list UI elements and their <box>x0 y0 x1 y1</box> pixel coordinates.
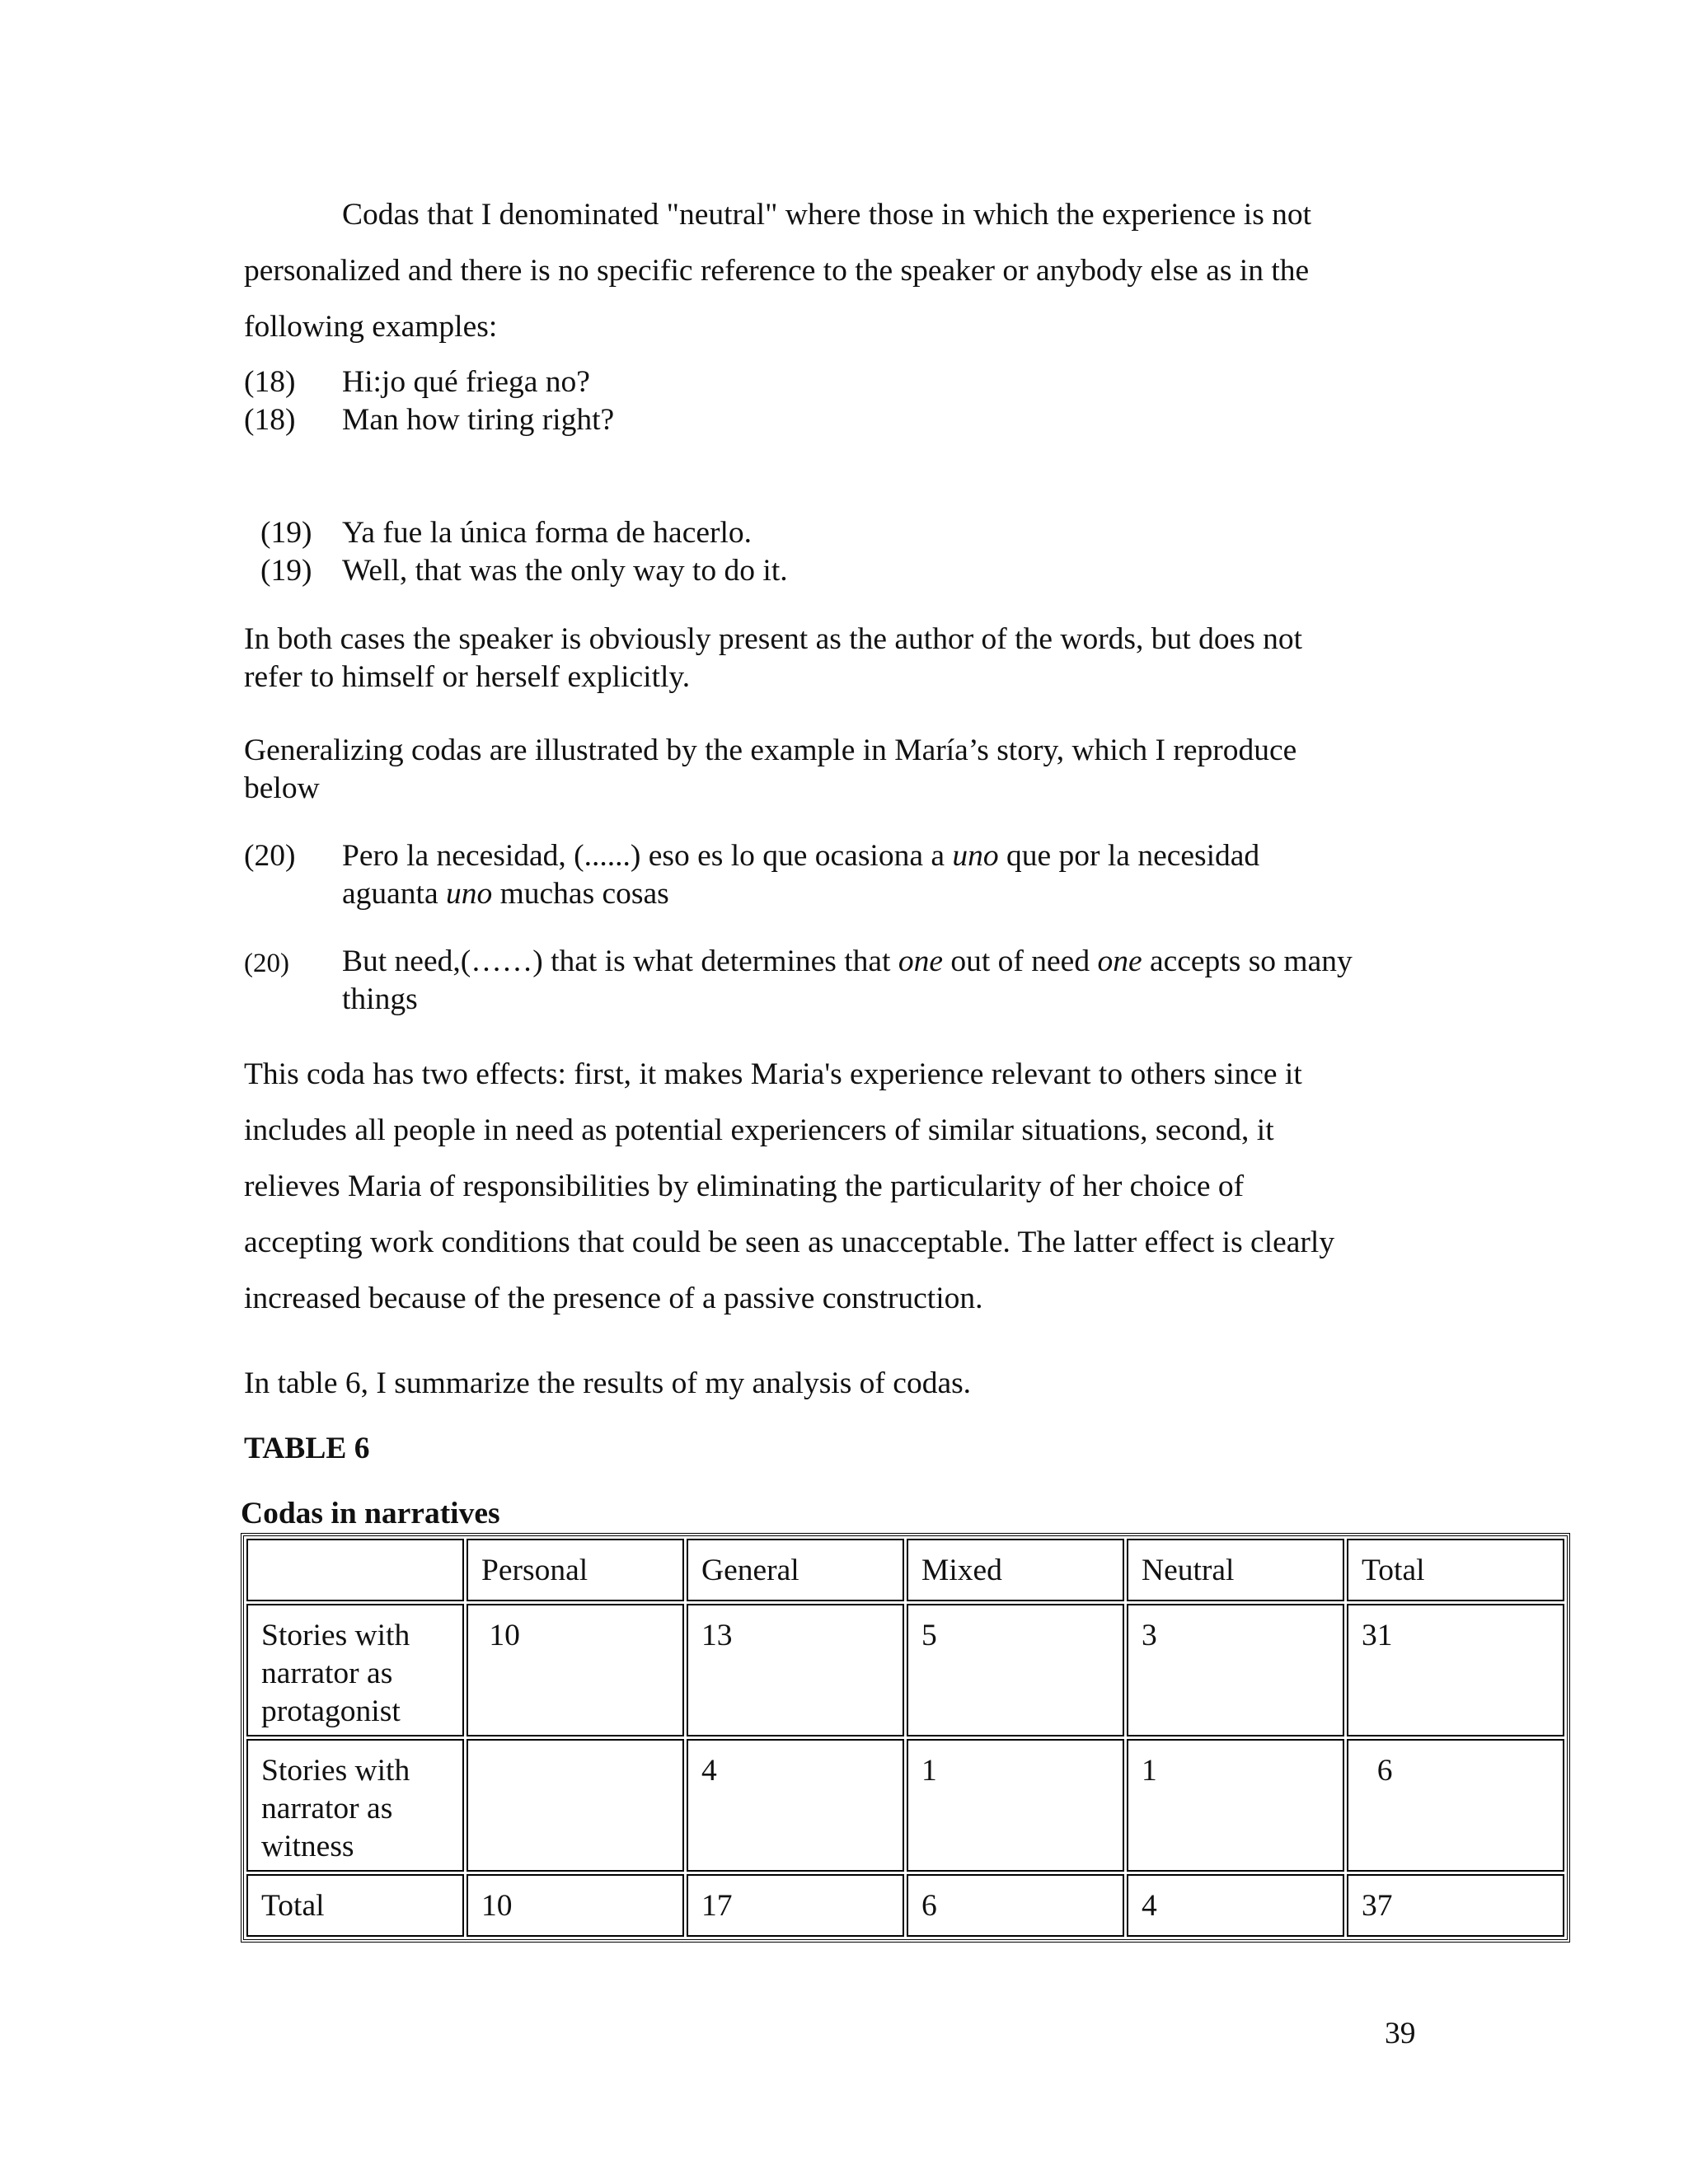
example-20-spanish-text-b: que por la necesidad <box>998 839 1260 873</box>
paragraph-effects-line-3: relieves Maria of responsibilities by eliminating the particularity of her choice of <box>244 1169 1245 1203</box>
example-20-spanish-text-c: aguanta <box>342 877 446 911</box>
example-20-spanish-emphasis-1: uno <box>952 839 999 873</box>
codas-table <box>241 1533 1570 1943</box>
table-cell-neutral: 4 <box>1127 1874 1344 1937</box>
table-cell-general: 4 <box>687 1739 904 1872</box>
example-20-spanish-text-a: Pero la necesidad, (......) eso es lo que ocasiona a <box>342 839 953 873</box>
table-cell-general: 13 <box>687 1604 904 1736</box>
table-cell-mixed: 1 <box>907 1739 1124 1872</box>
table-row-label: Stories with narrator as protagonist <box>246 1604 464 1736</box>
example-18-number-translation: (18) <box>244 403 296 437</box>
paragraph-table-intro: In table 6, I summarize the results of my analysis of codas. <box>244 1366 972 1400</box>
example-18-number: (18) <box>244 365 296 399</box>
table-cell-total: 37 <box>1347 1874 1564 1937</box>
table-cell-total: 31 <box>1347 1604 1564 1736</box>
table-cell-personal <box>467 1739 684 1872</box>
table-cell-personal: 10 <box>467 1604 684 1736</box>
example-18-english: Man how tiring right? <box>342 403 615 437</box>
table-header-mixed: Mixed <box>907 1539 1124 1601</box>
table-cell-mixed: 5 <box>907 1604 1124 1736</box>
table-caption: Codas in narratives <box>241 1497 500 1530</box>
page-number: 39 <box>1385 2017 1416 2050</box>
paragraph-neutral-line-1: Codas that I denominated "neutral" where those in which the experience is not <box>342 198 1312 232</box>
example-19-number-translation: (19) <box>260 554 312 588</box>
example-20-english-text-b: out of need <box>943 944 1098 978</box>
table-header-row <box>246 1539 1564 1601</box>
example-20-english-emphasis-2: one <box>1097 944 1142 978</box>
paragraph-effects-line-2: includes all people in need as potential experiencers of similar situations, second, it <box>244 1113 1274 1147</box>
paragraph-effects-line-1: This coda has two effects: first, it makes Maria's experience relevant to others since it <box>244 1057 1302 1091</box>
table-row-total <box>246 1874 1564 1937</box>
paragraph-generalizing-line-1: Generalizing codas are illustrated by the example in María’s story, which I reproduce <box>244 733 1297 767</box>
table-cell-neutral: 1 <box>1127 1739 1344 1872</box>
paragraph-neutral-line-3: following examples: <box>244 310 498 344</box>
table-cell-total: 6 <box>1347 1739 1564 1872</box>
table-row-witness <box>246 1739 1564 1872</box>
table-row-label: Stories with narrator as witness <box>246 1739 464 1872</box>
example-20-number-translation: (20) <box>244 949 289 978</box>
example-18-spanish: Hi:jo qué friega no? <box>342 365 590 399</box>
example-20-spanish-line-1 <box>342 837 1259 875</box>
table-header-neutral: Neutral <box>1127 1539 1344 1601</box>
paragraph-generalizing-line-2: below <box>244 771 320 805</box>
paragraph-effects-line-4: accepting work conditions that could be seen as unacceptable. The latter effect is clearly <box>244 1226 1335 1259</box>
example-20-spanish-text-d: muchas cosas <box>492 877 669 911</box>
paragraph-neutral-line-2: personalized and there is no specific reference to the speaker or anybody else as in the <box>244 254 1310 288</box>
table-header-general: General <box>687 1539 904 1601</box>
paragraph-both-line-1: In both cases the speaker is obviously present as the author of the words, but does not <box>244 622 1303 656</box>
example-20-english-line-2: things <box>342 982 418 1016</box>
table-header-personal: Personal <box>467 1539 684 1601</box>
paragraph-both-line-2: refer to himself or herself explicitly. <box>244 660 691 694</box>
example-19-number: (19) <box>260 516 312 550</box>
example-20-english-text-c: accepts so many <box>1142 944 1353 978</box>
paragraph-effects-line-5: increased because of the presence of a passive construction. <box>244 1282 983 1315</box>
table-row-protagonist <box>246 1604 1564 1736</box>
example-19-spanish: Ya fue la única forma de hacerlo. <box>342 516 753 550</box>
example-20-english-text-a: But need,(……) that is what determines that <box>342 944 898 978</box>
table-cell-general: 17 <box>687 1874 904 1937</box>
table-row-label: Total <box>246 1874 464 1937</box>
table-label: TABLE 6 <box>244 1432 370 1465</box>
table-cell-neutral: 3 <box>1127 1604 1344 1736</box>
example-20-number: (20) <box>244 839 296 873</box>
table-cell-mixed: 6 <box>907 1874 1124 1937</box>
example-20-english-emphasis-1: one <box>898 944 943 978</box>
example-20-spanish-emphasis-2: uno <box>445 877 493 911</box>
table-cell-personal: 10 <box>467 1874 684 1937</box>
example-19-english: Well, that was the only way to do it. <box>342 554 788 588</box>
example-20-spanish-line-2 <box>342 875 669 913</box>
table-header-total: Total <box>1347 1539 1564 1601</box>
example-20-english-line-1 <box>342 943 1353 981</box>
table-header-cell-empty <box>246 1539 464 1601</box>
